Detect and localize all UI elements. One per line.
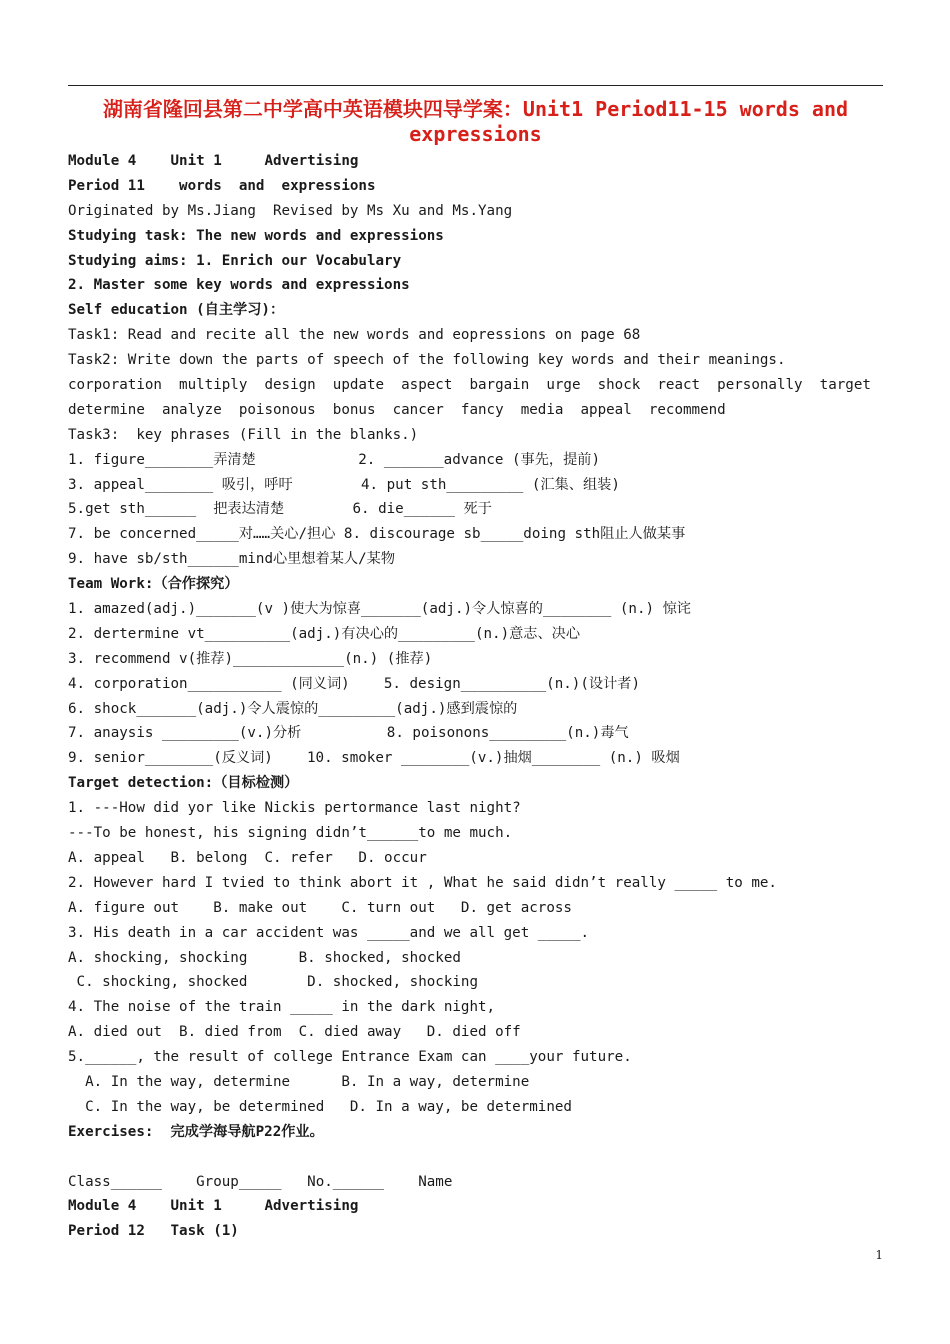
text-line: 4. corporation___________ (同义词) 5. design__________(n.)(设计者) <box>68 675 640 692</box>
text-line: Module 4 Unit 1 Advertising <box>68 153 359 169</box>
text-line: Class______ Group_____ No.______ Name <box>68 1173 453 1190</box>
text-line: A. died out B. died from C. died away D. died off <box>68 1024 521 1041</box>
text-line: 3. His death in a car accident was _____and we all get _____. <box>68 924 590 941</box>
blank-line <box>68 1145 898 1170</box>
text-line: Target detection:（目标检测） <box>68 775 299 792</box>
text-line: A. shocking, shocking B. shocked, shocked <box>68 949 461 966</box>
text-line: Team Work:（合作探究） <box>68 576 239 593</box>
text-line: 1. figure________弄清楚 2. _______advance (事先，提前) <box>68 451 601 468</box>
text-line: Module 4 Unit 1 Advertising <box>68 1198 359 1215</box>
worksheet-content <box>68 149 898 1145</box>
text-line: 2. dertermine vt__________(adj.)有决心的_________(n.)意志、决心 <box>68 625 581 642</box>
text-line: 5.______, the result of college Entrance Exam can ____your future. <box>68 1049 632 1066</box>
text-line: Task3: key phrases (Fill in the blanks.) <box>68 426 419 443</box>
text-line: Studying aims: 1. Enrich our Vocabulary <box>68 252 402 269</box>
text-line: 9. senior________(反义词) 10. smoker ________(v.)抽烟________ (n.) 吸烟 <box>68 750 680 767</box>
text-line: 1. ---How did yor like Nickis pertormance last night? <box>68 800 521 817</box>
text-line: Task2: Write down the parts of speech of the following key words and their meanings. <box>68 352 786 369</box>
text-line: 1. amazed(adj.)_______(v )使大为惊喜_______(adj.)令人惊喜的________ (n.) 惊诧 <box>68 601 691 618</box>
text-line: Studying task: The new words and expressions <box>68 227 444 244</box>
text-line: 9. have sb/sth______mind心里想着某人/某物 <box>68 551 396 568</box>
next-worksheet-header <box>68 1170 898 1245</box>
header-rule <box>68 85 883 86</box>
text-line: C. In the way, be determined D. In a way, be determined <box>68 1098 572 1115</box>
text-line: A. figure out B. make out C. turn out D. get across <box>68 899 572 916</box>
document-title <box>68 97 883 147</box>
text-line: Period 11 words and expressions <box>68 177 376 194</box>
text-line: 5.get sth______ 把表达清楚 6. die______ 死于 <box>68 501 492 518</box>
text-line: A. appeal B. belong C. refer D. occur <box>68 849 427 866</box>
text-line: 3. recommend v(推荐)_____________(n.) (推荐) <box>68 650 433 667</box>
title-line-1: 湖南省隆回县第二中学高中英语模块四导学案：Unit1 Period11-15 words and <box>102 97 849 121</box>
text-line: 6. shock_______(adj.)令人震惊的_________(adj.)感到震惊的 <box>68 700 518 717</box>
text-line: 3. appeal________ 吸引，呼吁 4. put sth_________ (汇集、组装) <box>68 476 620 493</box>
text-line: C. shocking, shocked D. shocked, shocking <box>68 974 478 991</box>
document-body <box>68 149 898 1244</box>
text-line: ---To be honest, his signing didn’t______to me much. <box>68 825 513 842</box>
text-line: 2. However hard I tvied to think abort it , What he said didn’t really _____ to me. <box>68 874 777 891</box>
title-line-2: expressions <box>409 122 542 146</box>
text-line: 2. Master some key words and expressions <box>68 277 410 294</box>
text-line: 4. The noise of the train _____ in the dark night, <box>68 999 496 1016</box>
text-line: Self education (自主学习)： <box>68 302 285 319</box>
text-line: 7. anaysis _________(v.)分析 8. poisonons_________(n.)毒气 <box>68 725 629 742</box>
text-line: 7. be concerned_____对……关心/担心 8. discourage sb_____doing sth阻止人做某事 <box>68 526 686 543</box>
text-line: Period 12 Task (1) <box>68 1223 239 1240</box>
text-line: Exercises: 完成学海导航P22作业。 <box>68 1123 324 1140</box>
text-line: Originated by Ms.Jiang Revised by Ms Xu and Ms.Yang <box>68 202 513 219</box>
page-number: 1 <box>875 1248 883 1262</box>
text-line: A. In the way, determine B. In a way, determine <box>68 1073 530 1090</box>
text-line: corporation multiply design update aspect bargain urge shock react personally target <box>68 377 871 394</box>
text-line: Task1: Read and recite all the new words and eopressions on page 68 <box>68 327 641 344</box>
text-line: determine analyze poisonous bonus cancer fancy media appeal recommend <box>68 401 726 418</box>
